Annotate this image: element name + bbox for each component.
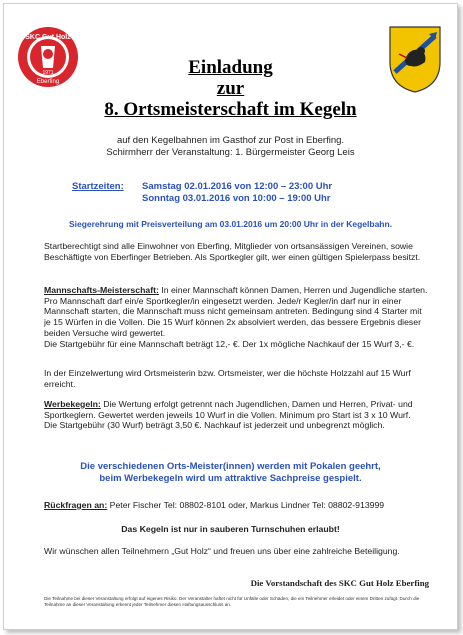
rueckfragen-label: Rückfragen an: xyxy=(44,500,108,510)
mannschaft-text: In einer Mannschaft können Damen, Herren und Jugendliche starten. Pro Mannschaft darf ein/e Sportkegler/in eingesetzt werden. Jede/r Kegler/in darf nur in einer Mannschaft starten, die Mannschaft muss nicht gemeinsam antreten. Bedingung sind 4 Starter mit je 15 Würfen in die Vollen. Die 15 Wurf können 2x absolviert werden, das bessere Ergebnis dieser beiden Versuche wird gewertet. xyxy=(44,285,428,338)
startzeiten-saturday: Samstag 02.01.2016 von 12:00 – 23:00 Uhr xyxy=(142,181,333,192)
startzeiten-label: Startzeiten: xyxy=(72,181,124,192)
rueckfragen-text: Peter Fischer Tel: 08802-8101 oder, Markus Lindner Tel: 08802-913999 xyxy=(107,500,385,510)
werbekegeln-paragraph xyxy=(44,399,429,431)
intro-patron: Schirmherr der Veranstaltung: 1. Bürgermeister Georg Leis xyxy=(106,147,355,158)
mannschaft-paragraph xyxy=(44,285,429,349)
turnschuhe-notice: Das Kegeln ist nur in sauberen Turnschuhen erlaubt! xyxy=(121,524,340,534)
intro-location: auf den Kegelbahnen im Gasthof zur Post in Eberfing. xyxy=(116,135,345,146)
siegerehrung-text: Siegerehrung mit Preisverteilung am 03.01.2016 um 20:00 Uhr in der Kegelbahn. xyxy=(68,219,393,229)
werbekegeln-label: Werbekegeln: xyxy=(44,399,101,409)
werbekegeln-fee: Die Startgebühr (30 Wurf) beträgt 3,50 €. Nachkauf ist jederzeit und unbegrenzt möglich. xyxy=(44,420,385,431)
pokale-line1: Die verschiedenen Orts-Meister(innen) werden mit Pokalen geehrt, xyxy=(80,461,381,472)
startzeiten-sunday: Sonntag 03.01.2016 von 10:00 – 19:00 Uhr xyxy=(142,193,331,204)
mannschaft-label: Mannschafts-Meisterschaft: xyxy=(44,285,159,295)
title-einladung: Einladung xyxy=(188,57,273,78)
signature: Die Vorstandschaft des SKC Gut Holz Eberfing xyxy=(250,578,429,588)
werbekegeln-text: Die Wertung erfolgt getrennt nach Jugendlichen, Damen und Herren, Privat- und Sportkeglern. Gewertet werden jeweils 10 Wurf in die Vollen. Minimum pro Start ist 3 x 10 Wurf. xyxy=(44,399,413,420)
einzel-paragraph: In der Einzelwertung wird Ortsmeisterin bzw. Ortsmeister, wer die höchste Holzzahl auf 15 Wurf erreicht. xyxy=(44,368,411,389)
pokale-line2: beim Werbekegeln wird um attraktive Sachpreise gespielt. xyxy=(99,473,362,484)
title-zur: zur xyxy=(216,78,245,99)
invitation-page xyxy=(3,3,458,630)
logo-text-year: 1971 xyxy=(42,70,54,76)
mannschaft-fee: Die Startgebühr für eine Mannschaft beträgt 12,- €. Der 1x mögliche Nachkauf der 15 Wurf 3,- €. xyxy=(44,338,415,349)
rueckfragen-line xyxy=(44,500,444,511)
logo-text-top: SKC Gut Holz xyxy=(25,34,71,41)
liability-footer: Die Teilnahme bei dieser Veranstaltung erfolgt auf eigenes Risiko. Der Veranstalter haftet nicht für Unfälle oder Schäden, die ein Teilnehmer erleidet oder einem Dritten zufügt. Durch die Teilnahme an dieser Veranstaltung erkennt jeder Teilnehmer diesen Haftungsausschluss an. xyxy=(44,596,420,607)
title-main: 8. Ortsmeisterschaft im Kegeln xyxy=(104,99,357,120)
startberechtigt-paragraph: Startberechtigt sind alle Einwohner von Eberfing, Mitglieder von ortsansässigen Vereinen, sowie Beschäftigte von Eberfinger Betrieben. Als Sportkegler gilt, wer einen gültigen Spielerpass besitzt. xyxy=(44,241,421,262)
logo-text-bottom: Eberfing xyxy=(36,79,60,85)
wunsch-paragraph: Wir wünschen allen Teilnehmern „Gut Holz“ und freuen uns über eine zahlreiche Beteiligung. xyxy=(44,546,400,556)
